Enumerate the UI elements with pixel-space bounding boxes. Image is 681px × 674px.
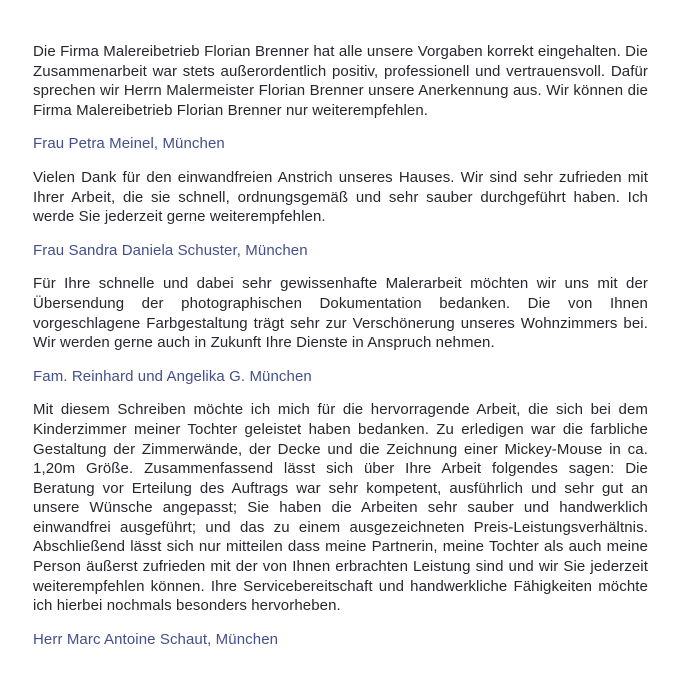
testimonial-4-text: Mit diesem Schreiben möchte ich mich für die hervorragende Arbeit, die sich bei dem Kinderzimmer meiner Tochter geleistet haben bedanken. Zu erledigen war die farbliche Gestaltung der Zimmerwände, der Decke und die Zeichnung einer Mickey-Mouse in ca. 1,20m Größe. Zusammenfassend lässt sich über Ihre Arbeit folgendes sagen: Die Beratung vor Erteilung des Auftrags war sehr kompetent, ausführlich und sehr gut an unsere Wünsche angepasst; Sie haben die Arbeiten sehr sauber und handwerklich einwandfrei ausgeführt; und das zu einem ausgezeichneten Preis-Leistungsverhältnis. Abschließend lässt sich nur mitteilen dass meine Partnerin, meine Tochter als auch meine Person äußerst zufrieden mit der von Ihnen erbrachten Leistung sind und wir Sie jederzeit weiterempfehlen können. Ihre Servicebereitschaft und handwerkliche Fähigkeiten möchte ich hierbei nochmals besonders hervorheben. (33, 401, 648, 615)
testimonial-2-text: Vielen Dank für den einwandfreien Anstrich unseres Hauses. Wir sind sehr zufrieden mit Ihrer Arbeit, die sie schnell, ordnungsgemäß und sehr sauber durchgeführt haben. Ich werde Sie jederzeit gerne weiterempfehlen. (33, 168, 648, 226)
testimonial-4 (33, 400, 648, 649)
testimonial-1-author: Frau Petra Meinel, München (33, 135, 225, 153)
testimonial-2 (33, 168, 648, 260)
testimonial-4-author: Herr Marc Antoine Schaut, München (33, 630, 279, 648)
testimonial-1-text: Die Firma Malereibetrieb Florian Brenner hat alle unsere Vorgaben korrekt eingehalten. Die Zusammenarbeit war stets außerordentlich positiv, professionell und vertrauensvoll. Dafür sprechen wir Herrn Malermeister Florian Brenner unsere Anerkennung aus. Wir können die Firma Malereibetrieb Florian Brenner nur weiterempfehlen. (33, 43, 648, 119)
testimonial-3-text: Für Ihre schnelle und dabei sehr gewissenhafte Malerarbeit möchten wir uns mit der Übersendung der photographischen Dokumentation bedanken. Die von Ihnen vorgeschlagene Farbgestaltung trägt sehr zur Verschönerung unseres Wohnzimmers bei. Wir werden gerne auch in Zukunft Ihre Dienste in Anspruch nehmen. (33, 275, 648, 352)
testimonial-2-author: Frau Sandra Daniela Schuster, München (33, 241, 308, 259)
testimonial-3-author: Fam. Reinhard und Angelika G. München (33, 367, 312, 385)
testimonial-1 (33, 42, 648, 154)
testimonial-3 (33, 274, 648, 386)
